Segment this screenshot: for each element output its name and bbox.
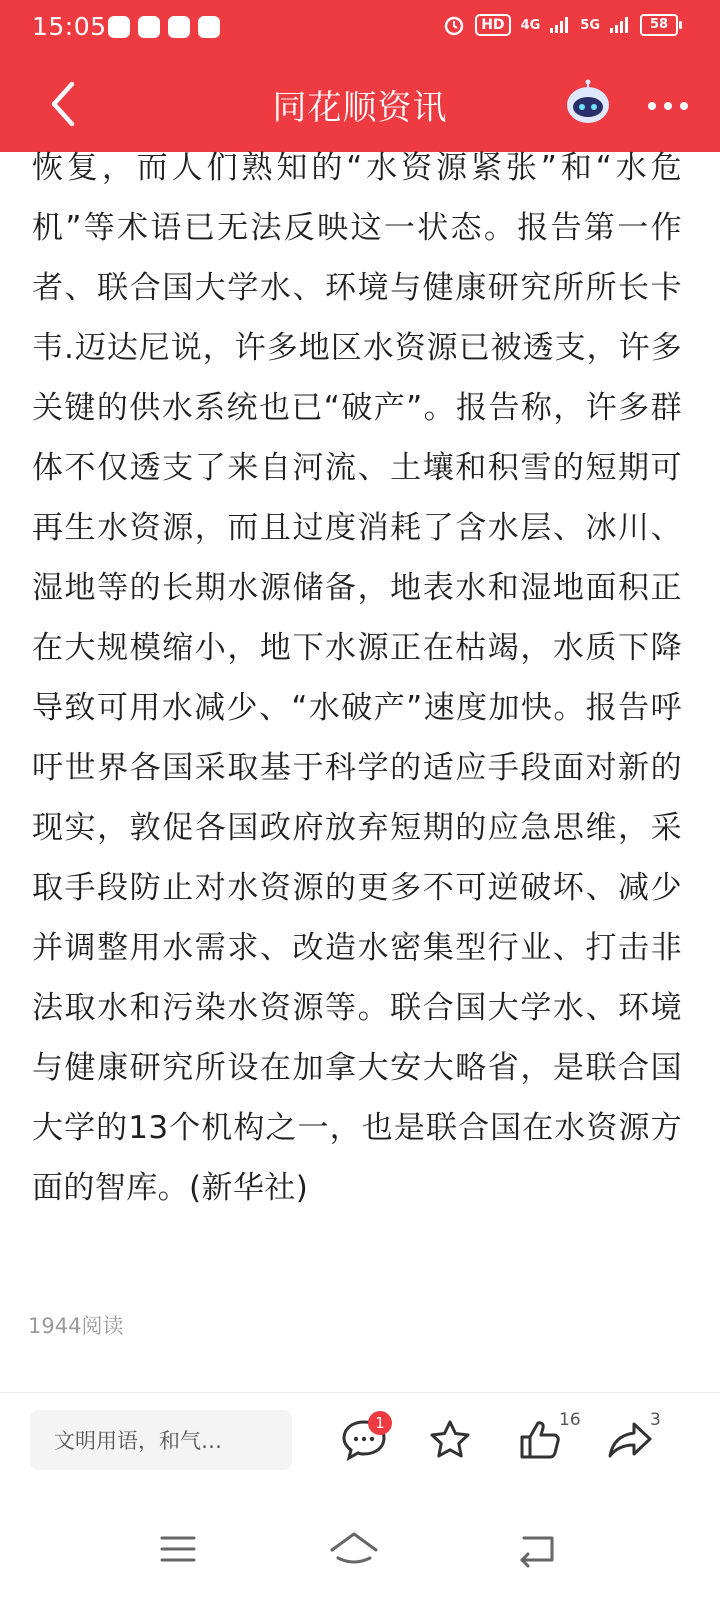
alarm-icon [443, 14, 465, 36]
favorite-button[interactable] [420, 1410, 480, 1470]
notification-icons [108, 16, 220, 38]
comment-count-badge: 1 [368, 1411, 392, 1435]
article-body [32, 152, 682, 1218]
comment-input[interactable] [30, 1410, 292, 1470]
message-notification-icon [138, 16, 160, 38]
read-count: 1944阅读 [28, 1314, 124, 1338]
article-paragraph: 恢复，而人们熟知的“水资源紧张”和“水危机”等术语已无法反映这一状态。报告第一作者、联合国大学水、环境与健康研究所所长卡韦.迈达尼说，许多地区水资源已被透支，许多关键的供水系统也已“破产”。报告称，许多群体不仅透支了来自河流、土壤和积雪的短期可再生水资源，而且过度消耗了含水层、冰川、湿地等的长期水源储备，地表水和湿地面积正在大规模缩小，地下水源正在枯竭，水质下降导致可用水减少、“水破产”速度加快。报告呼吁世界各国采取基于科学的适应手段面对新的现实，敦促各国政府放弃短期的应急思维，采取手段防止对水资源的更多不可逆破坏、减少并调整用水需求、改造水密集型行业、打击非法取水和污染水资源等。联合国大学水、环境与健康研究所设在加拿大安大略省，是联合国大学的13个机构之一，也是联合国在水资源方面的智库。(新华社) [32, 150, 682, 1206]
more-dots-icon [642, 80, 694, 132]
status-bar [0, 0, 720, 58]
robot-assistant-icon [562, 78, 614, 130]
battery-indicator: 58 [640, 14, 678, 36]
menu-lines-icon [150, 1524, 206, 1574]
system-nav-bar [0, 1500, 720, 1600]
status-time: 15:05 [32, 12, 107, 41]
nav-back-button[interactable] [508, 1524, 564, 1574]
page-title: 同花顺资讯 [272, 88, 448, 128]
network-4g: 4G [520, 17, 541, 33]
comment-placeholder: 文明用语，和气… [54, 1429, 222, 1453]
home-icon [326, 1524, 382, 1574]
star-icon [420, 1410, 480, 1470]
signal-icon [550, 17, 570, 33]
status-right [443, 14, 678, 36]
network-5g: 5G [580, 17, 600, 33]
nav-menu-button[interactable] [150, 1524, 206, 1574]
app-notification-icon [108, 16, 130, 38]
divider [0, 1392, 720, 1393]
hd-indicator: HD [475, 14, 510, 36]
app-notification-icon [168, 16, 190, 38]
more-button[interactable] [642, 80, 694, 132]
signal-icon [610, 17, 630, 33]
like-count: 16 [559, 1410, 581, 1430]
nav-home-button[interactable] [326, 1524, 382, 1574]
assistant-button[interactable] [562, 78, 614, 130]
app-header-bar [0, 0, 720, 152]
app-notification-icon [198, 16, 220, 38]
share-count: 3 [650, 1410, 661, 1430]
back-arrow-icon [508, 1524, 564, 1574]
